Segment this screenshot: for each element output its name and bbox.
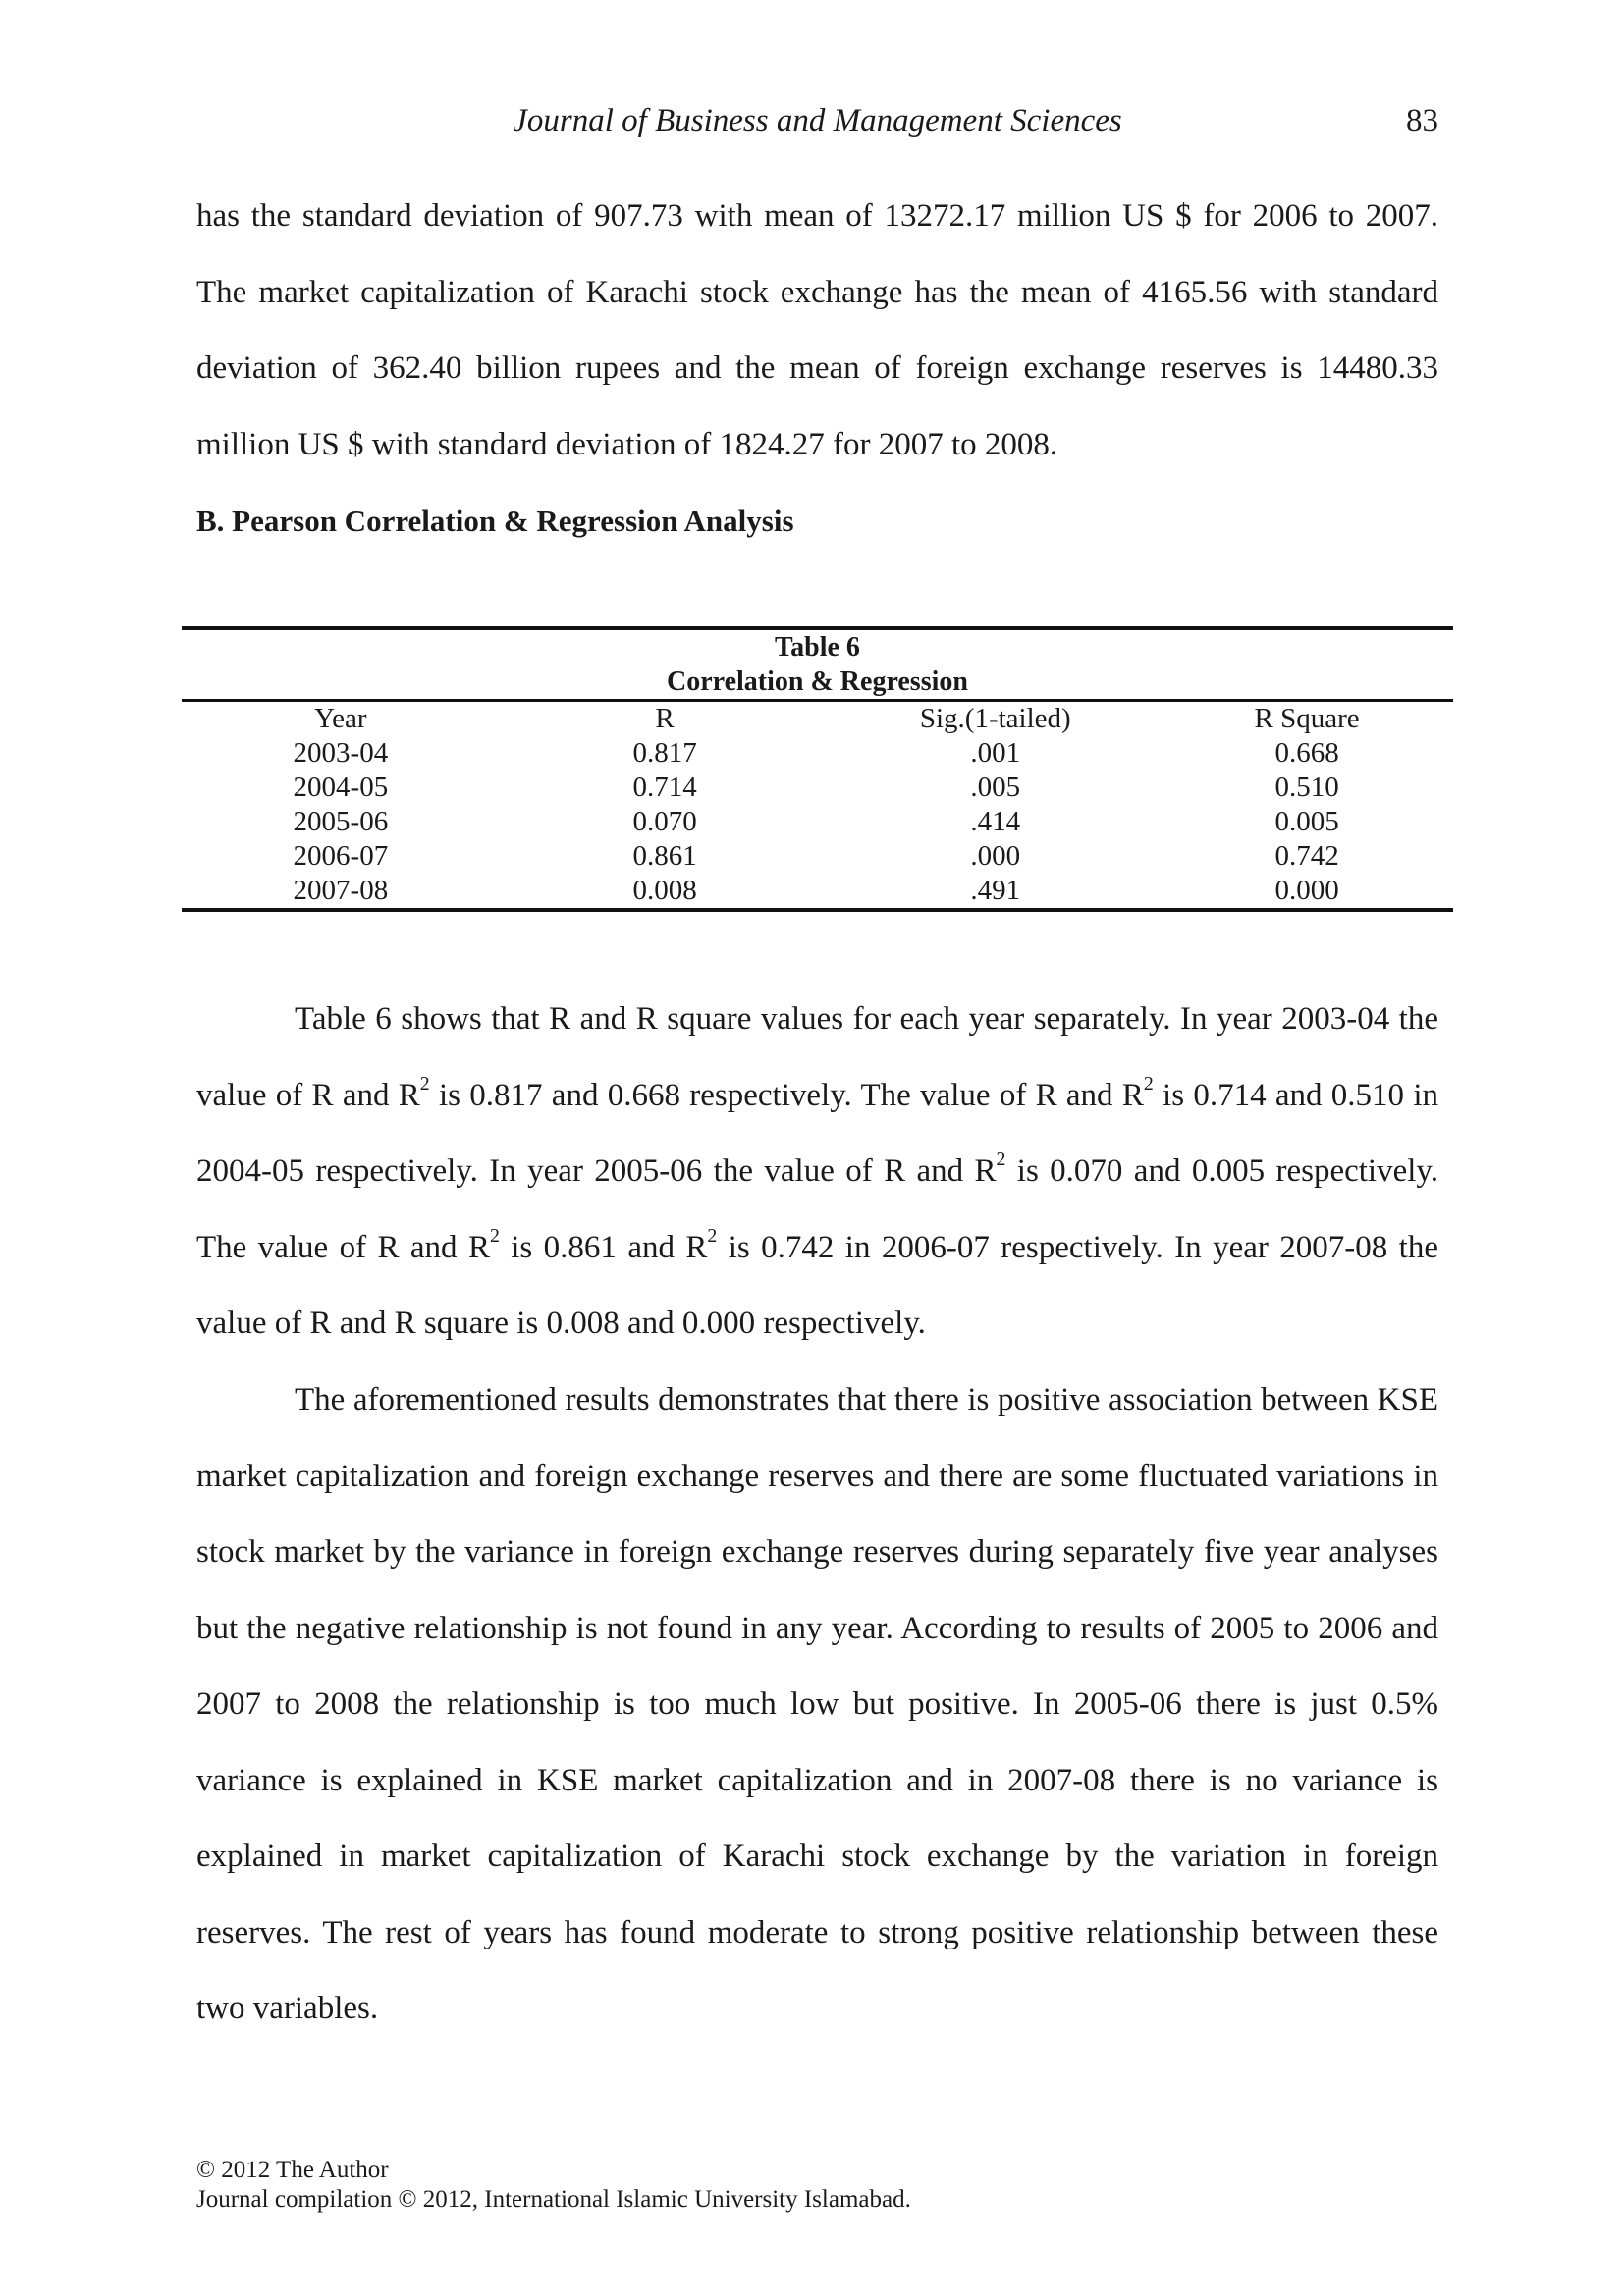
column-header-r-square: R Square xyxy=(1254,703,1360,734)
running-header xyxy=(196,96,1438,145)
cell-r-square: 0.668 xyxy=(1274,737,1339,769)
cell-r: 0.008 xyxy=(632,875,697,906)
cell-r-square: 0.742 xyxy=(1274,840,1339,872)
cell-r: 0.714 xyxy=(632,772,697,803)
column-header-sig: Sig.(1-tailed) xyxy=(919,703,1071,734)
superscript-2: 2 xyxy=(1143,1072,1154,1095)
cell-year: 2007-08 xyxy=(293,875,389,906)
cell-year: 2005-06 xyxy=(293,806,389,837)
text-segment: is 0.817 and 0.668 respectively. The value of R and R xyxy=(429,1077,1144,1113)
correlation-table xyxy=(182,626,1453,912)
cell-sig: .005 xyxy=(970,772,1021,803)
cell-r-square: 0.000 xyxy=(1274,875,1339,906)
cell-sig: .491 xyxy=(970,875,1021,906)
cell-sig: .001 xyxy=(970,737,1021,769)
table-body xyxy=(182,702,1453,908)
table-number: Table 6 xyxy=(775,632,860,663)
text-segment: is 0.861 and R xyxy=(499,1229,708,1265)
superscript-2: 2 xyxy=(707,1224,718,1247)
discussion-paragraph-1-text xyxy=(196,982,1438,1362)
table-row xyxy=(182,805,1453,839)
journal-title: Journal of Business and Management Sciences xyxy=(513,103,1122,138)
cell-sig: .414 xyxy=(970,806,1021,837)
text-segment: is 0.714 and 0.510 in 2004-05 respectively. In year 2005-06 the value of R and R xyxy=(196,1077,1438,1189)
cell-year: 2003-04 xyxy=(293,737,389,769)
table-bottom-rule xyxy=(182,908,1453,912)
journal-compilation-line: Journal compilation © 2012, International Islamic University Islamabad. xyxy=(196,2186,911,2213)
superscript-2: 2 xyxy=(419,1072,430,1095)
copyright-footer xyxy=(196,2156,911,2215)
cell-r: 0.817 xyxy=(632,737,697,769)
page-number: 83 xyxy=(1406,103,1438,138)
table-row xyxy=(182,771,1453,805)
table-title: Correlation & Regression xyxy=(667,667,968,697)
table-header-row xyxy=(182,702,1453,736)
discussion-paragraph-2-text: The aforementioned results demonstrates that there is positive association between KSE market capitalization and foreign exchange reserves and there are some fluctuated variations in stock market by the variance in foreign exchange reserves during separately five year analyses but the negative relationship is not found in any year. According to results of 2005 to 2006 and 2007 to 2008 the relationship is too much low but positive. In 2005-06 there is just 0.5% variance is explained in KSE market capitalization and in 2007-08 there is no variance is explained in market capitalization of Karachi stock exchange by the variation in foreign reserves. The rest of years has found moderate to strong positive relationship between these two variables. xyxy=(196,1382,1438,2026)
table-row xyxy=(182,839,1453,874)
intro-paragraph xyxy=(196,179,1438,483)
column-header-year: Year xyxy=(314,703,367,734)
intro-paragraph-text: has the standard deviation of 907.73 with mean of 13272.17 million US $ for 2006 to 2007. The market capitalization of Karachi stock exchange has the mean of 4165.56 with standard deviation of 362.40 billion rupees and the mean of foreign exchange reserves is 14480.33 million US $ with standard deviation of 1824.27 for 2007 to 2008. xyxy=(196,198,1438,462)
text-segment: Table 6 shows that R and R square values for each year separately. In year 2003-04 the value of R and R xyxy=(196,1001,1438,1113)
discussion-paragraph-2 xyxy=(196,1362,1438,2048)
cell-year: 2004-05 xyxy=(293,772,389,803)
copyright-line: © 2012 The Author xyxy=(196,2157,389,2183)
cell-r-square: 0.510 xyxy=(1274,772,1339,803)
cell-r: 0.070 xyxy=(632,806,697,837)
table-row xyxy=(182,736,1453,771)
discussion-paragraph-1 xyxy=(196,982,1438,1362)
superscript-2: 2 xyxy=(996,1148,1006,1171)
column-header-r: R xyxy=(655,703,675,734)
cell-r: 0.861 xyxy=(632,840,697,872)
section-heading: B. Pearson Correlation & Regression Analysis xyxy=(196,504,794,538)
cell-r-square: 0.005 xyxy=(1274,806,1339,837)
cell-year: 2006-07 xyxy=(293,840,389,872)
text-segment: is 0.742 in 2006-07 respectively. In year 2007-08 the value of R and R square is 0.008 and 0.000 respectively. xyxy=(196,1229,1438,1341)
superscript-2: 2 xyxy=(489,1224,500,1247)
cell-sig: .000 xyxy=(970,840,1021,872)
text-segment: is 0.070 and 0.005 respectively. The value of R and R xyxy=(196,1153,1438,1265)
table-row xyxy=(182,874,1453,908)
